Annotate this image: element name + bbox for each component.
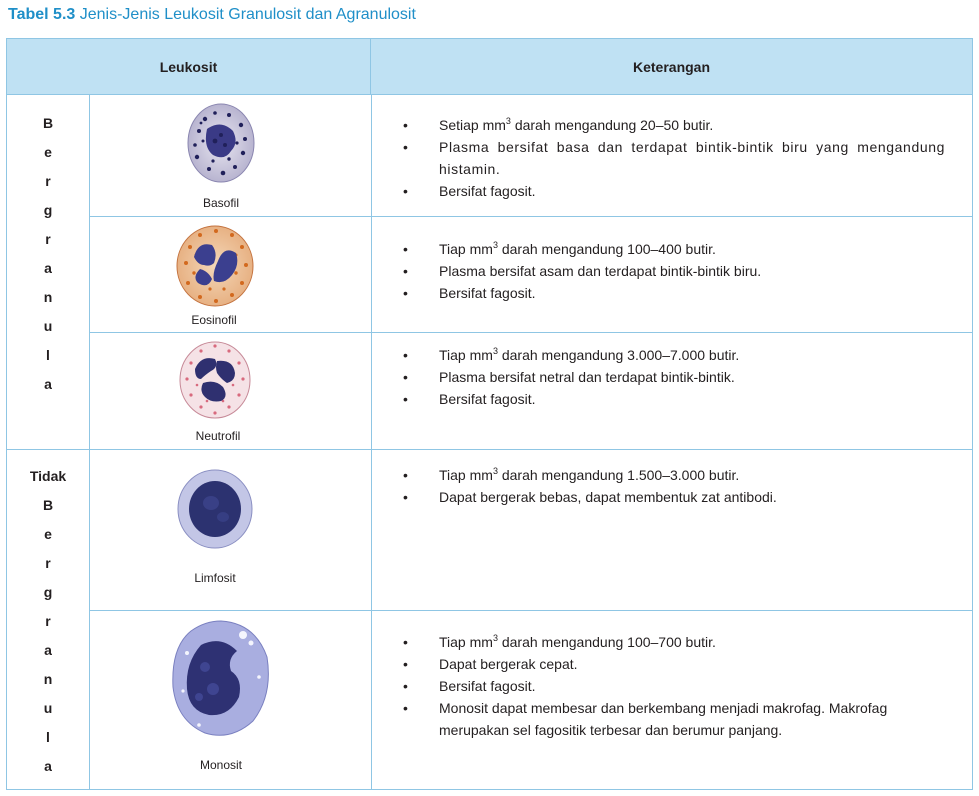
item-text: darah mengandung 100–400 butir. xyxy=(497,241,716,257)
leukocyte-table xyxy=(6,38,973,790)
caption-title: Jenis-Jenis Leukosit Granulosit dan Agranulosit xyxy=(75,6,416,23)
item-text: Dapat bergerak bebas, dapat membentuk zat antibodi. xyxy=(439,489,777,505)
divider-row-4 xyxy=(89,610,972,611)
item-text: Tiap mm xyxy=(439,467,493,483)
item-text: Dapat bergerak cepat. xyxy=(439,656,578,672)
item-superscript: 3 xyxy=(492,466,498,476)
item-text: Setiap mm xyxy=(439,117,506,133)
group-letter: a xyxy=(44,376,52,392)
group-letter: e xyxy=(44,144,52,160)
item-superscript: 3 xyxy=(492,346,498,356)
item-text: Plasma bersifat asam dan terdapat bintik-bintik biru. xyxy=(439,263,762,279)
list-item xyxy=(399,464,959,486)
divider-row-1 xyxy=(89,216,972,217)
list-item xyxy=(399,631,959,653)
cell-name-monosit: Monosit xyxy=(199,758,243,772)
table-caption xyxy=(8,6,416,24)
list-item xyxy=(399,180,959,202)
group-label-tidak-bergranula xyxy=(7,462,89,781)
list-item xyxy=(399,344,959,366)
item-text: Bersifat fagosit. xyxy=(439,183,536,199)
item-text: Tiap mm xyxy=(439,634,493,650)
item-text: Bersifat fagosit. xyxy=(439,285,536,301)
group-letter: B xyxy=(42,497,54,513)
item-text: darah mengandung 20–50 butir. xyxy=(510,117,714,133)
group-letter: e xyxy=(44,526,52,542)
description-limfosit xyxy=(399,464,959,508)
cell-name-limfosit: Limfosit xyxy=(194,571,236,585)
cell-name-basofil: Basofil xyxy=(202,196,240,210)
group-letter: n xyxy=(43,289,53,305)
lymphocyte-cell-icon xyxy=(175,467,255,551)
item-text: darah mengandung 100–700 butir. xyxy=(497,634,716,650)
cell-name-eosinofil: Eosinofil xyxy=(191,313,237,327)
list-item xyxy=(399,114,959,136)
group-letter: u xyxy=(43,318,53,334)
group-letter: r xyxy=(45,555,51,571)
list-item xyxy=(399,653,959,675)
group-letter: B xyxy=(42,115,54,131)
list-item xyxy=(399,136,959,180)
list-item xyxy=(399,486,959,508)
item-text: Plasma bersifat netral dan terdapat bintik-bintik. xyxy=(439,369,735,385)
caption-label: Tabel 5.3 xyxy=(8,6,76,23)
monocyte-cell-icon xyxy=(169,617,273,743)
item-superscript: 3 xyxy=(492,633,498,643)
group-letter: g xyxy=(43,202,53,218)
group-letter: a xyxy=(44,758,52,774)
list-item xyxy=(399,366,959,388)
divider-desc-col xyxy=(371,95,372,789)
item-superscript: 3 xyxy=(505,116,511,126)
group-label-bergranula xyxy=(7,109,89,399)
list-item xyxy=(399,675,959,697)
group-letter: l xyxy=(46,347,50,363)
table-header xyxy=(7,39,972,95)
group-letter: n xyxy=(43,671,53,687)
list-item xyxy=(399,282,959,304)
group-letter: l xyxy=(46,729,50,745)
eosinophil-cell-icon xyxy=(174,223,256,309)
list-item xyxy=(399,260,959,282)
group-letter: u xyxy=(43,700,53,716)
group-letter: a xyxy=(44,260,52,276)
item-text: Plasma bersifat basa dan terdapat bintik-bintik biru yang mengandung histamin. xyxy=(439,139,945,177)
divider-group-col xyxy=(89,95,90,789)
group-letter: a xyxy=(44,642,52,658)
item-text: Tiap mm xyxy=(439,241,493,257)
list-item xyxy=(399,238,959,260)
item-text: Bersifat fagosit. xyxy=(439,678,536,694)
basophil-cell-icon xyxy=(185,101,257,185)
item-superscript: 3 xyxy=(492,240,498,250)
description-eosinofil xyxy=(399,238,959,304)
list-item xyxy=(399,697,959,741)
item-text: Bersifat fagosit. xyxy=(439,391,536,407)
item-text: darah mengandung 1.500–3.000 butir. xyxy=(497,467,740,483)
divider-group xyxy=(7,449,972,450)
item-text: darah mengandung 3.000–7.000 butir. xyxy=(497,347,740,363)
group-letter: r xyxy=(45,613,51,629)
description-basofil xyxy=(399,114,959,202)
divider-row-2 xyxy=(89,332,972,333)
item-text: Monosit dapat membesar dan berkembang menjadi makrofag. Makrofag merupakan sel fagositik terbesar dan berumur panjang. xyxy=(439,700,888,738)
item-text: Tiap mm xyxy=(439,347,493,363)
neutrophil-cell-icon xyxy=(177,339,253,421)
header-keterangan: Keterangan xyxy=(632,59,711,75)
description-monosit xyxy=(399,631,959,741)
group-word-tidak: Tidak xyxy=(29,468,67,484)
group-letter: r xyxy=(45,173,51,189)
group-letter: r xyxy=(45,231,51,247)
description-neutrofil xyxy=(399,344,959,410)
group-letter: g xyxy=(43,584,53,600)
header-leukosit: Leukosit xyxy=(7,39,371,95)
list-item xyxy=(399,388,959,410)
cell-name-neutrofil: Neutrofil xyxy=(195,429,241,443)
